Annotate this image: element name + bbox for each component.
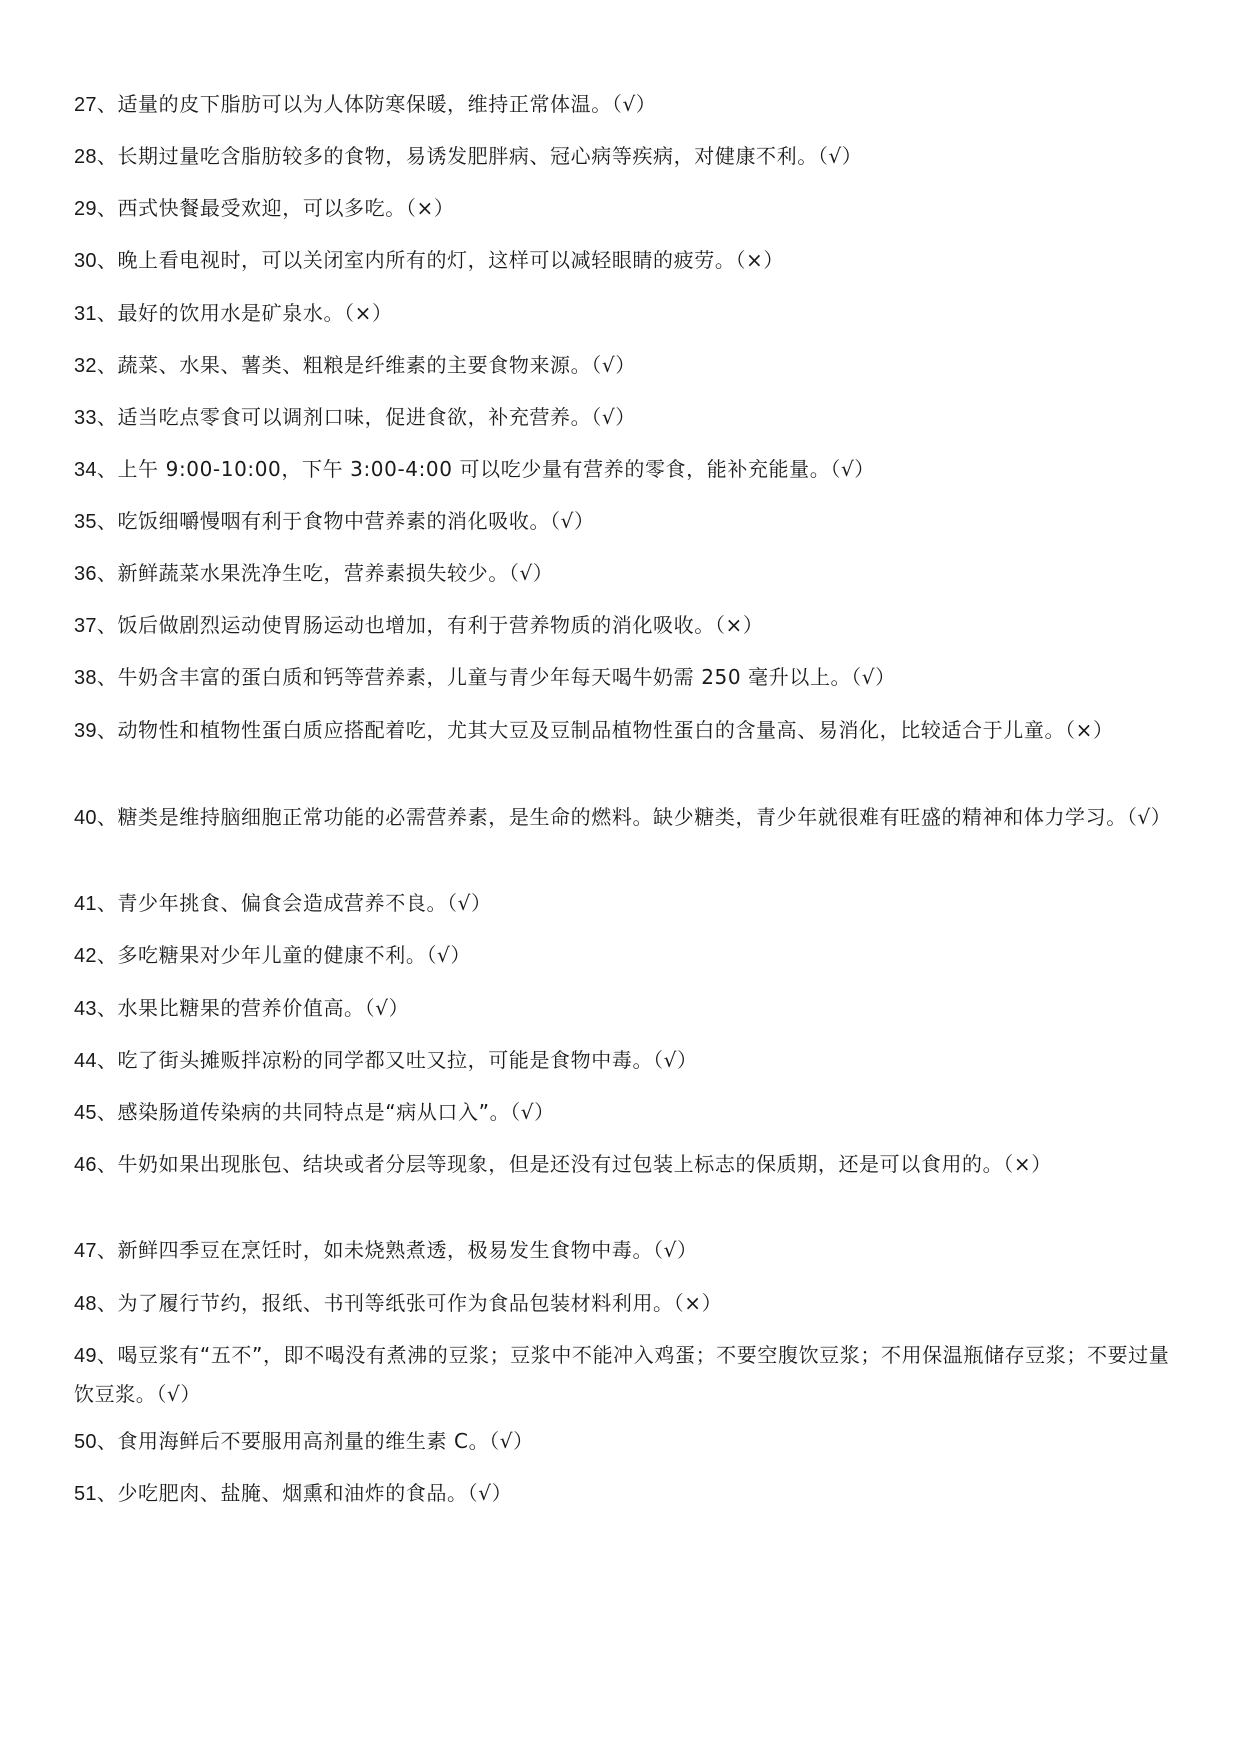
item-number: 38 — [74, 667, 97, 689]
list-item — [74, 189, 1174, 228]
item-number: 29 — [74, 198, 97, 220]
item-text: 、喝豆浆有“五不”，即不喝没有煮沸的豆浆；豆浆中不能冲入鸡蛋；不要空腹饮豆浆；不用保温瓶储存豆浆；不要过量饮豆浆。（√） — [74, 1343, 1170, 1406]
item-number: 44 — [74, 1050, 97, 1072]
list-item — [74, 1474, 1174, 1513]
item-number: 47 — [74, 1240, 97, 1262]
item-text: 、牛奶如果出现胀包、结块或者分层等现象，但是还没有过包装上标志的保质期，还是可以食用的。（×） — [96, 1152, 1052, 1176]
item-number: 41 — [74, 893, 97, 915]
item-number: 36 — [74, 563, 97, 585]
item-text: 、牛奶含丰富的蛋白质和钙等营养素，儿童与青少年每天喝牛奶需 250 毫升以上。（√） — [96, 665, 896, 689]
item-number: 27 — [74, 94, 97, 116]
item-text: 、长期过量吃含脂肪较多的食物，易诱发肥胖病、冠心病等疾病，对健康不利。（√） — [96, 144, 863, 168]
item-text: 、糖类是维持脑细胞正常功能的必需营养素，是生命的燃料。缺少糖类，青少年就很难有旺盛的精神和体力学习。（√） — [96, 805, 1172, 829]
item-text: 、适当吃点零食可以调剂口味，促进食欲，补充营养。（√） — [96, 405, 636, 429]
list-item — [74, 1041, 1174, 1080]
item-number: 49 — [74, 1345, 97, 1367]
item-text: 、吃饭细嚼慢咽有利于食物中营养素的消化吸收。（√） — [96, 509, 595, 533]
item-number: 39 — [74, 720, 97, 742]
list-item — [74, 450, 1174, 489]
item-number: 37 — [74, 615, 97, 637]
list-item — [74, 606, 1174, 645]
item-number: 48 — [74, 1293, 97, 1315]
item-number: 51 — [74, 1483, 97, 1505]
item-number: 28 — [74, 146, 97, 168]
item-text: 、感染肠道传染病的共同特点是“病从口入”。（√） — [96, 1100, 555, 1124]
item-text: 、蔬菜、水果、薯类、粗粮是纤维素的主要食物来源。（√） — [96, 353, 636, 377]
list-item — [74, 398, 1174, 437]
list-item — [74, 554, 1174, 593]
list-item — [74, 1093, 1174, 1132]
item-text: 、青少年挑食、偏食会造成营养不良。（√） — [96, 891, 492, 915]
list-item — [74, 989, 1174, 1028]
item-number: 46 — [74, 1154, 97, 1176]
list-item — [74, 936, 1174, 975]
list-item — [74, 1336, 1174, 1413]
item-text: 、西式快餐最受欢迎，可以多吃。（×） — [96, 196, 455, 220]
item-number: 42 — [74, 945, 97, 967]
item-text: 、适量的皮下脂肪可以为人体防寒保暖，维持正常体温。（√） — [96, 92, 657, 116]
item-text: 、上午 9:00-10:00，下午 3:00-4:00 可以吃少量有营养的零食，能补充能量。（√） — [96, 457, 875, 481]
list-item — [74, 711, 1174, 750]
list-item — [74, 294, 1174, 333]
list-item — [74, 798, 1174, 837]
item-number: 50 — [74, 1431, 97, 1453]
item-text: 、饭后做剧烈运动使胃肠运动也增加，有利于营养物质的消化吸收。（×） — [96, 613, 764, 637]
item-number: 33 — [74, 407, 97, 429]
item-text: 、动物性和植物性蛋白质应搭配着吃，尤其大豆及豆制品植物性蛋白的含量高、易消化，比较适合于儿童。（×） — [96, 718, 1114, 742]
list-item — [74, 1231, 1174, 1270]
list-item — [74, 502, 1174, 541]
item-number: 32 — [74, 355, 97, 377]
item-text: 、最好的饮用水是矿泉水。（×） — [96, 301, 393, 325]
list-item — [74, 137, 1174, 176]
list-item — [74, 85, 1174, 124]
list-item — [74, 1284, 1174, 1323]
item-text: 、多吃糖果对少年儿童的健康不利。（√） — [96, 943, 472, 967]
item-text: 、为了履行节约，报纸、书刊等纸张可作为食品包装材料利用。（×） — [96, 1291, 723, 1315]
list-item — [74, 1145, 1174, 1184]
item-number: 31 — [74, 303, 97, 325]
item-text: 、水果比糖果的营养价值高。（√） — [96, 996, 410, 1020]
list-item — [74, 1422, 1174, 1461]
list-item — [74, 658, 1174, 697]
item-text: 、新鲜蔬菜水果洗净生吃，营养素损失较少。（√） — [96, 561, 554, 585]
item-number: 40 — [74, 807, 97, 829]
item-number: 43 — [74, 998, 97, 1020]
list-item — [74, 884, 1174, 923]
item-number: 45 — [74, 1102, 97, 1124]
item-text: 、新鲜四季豆在烹饪时，如未烧熟煮透，极易发生食物中毒。（√） — [96, 1238, 698, 1262]
item-number: 35 — [74, 511, 97, 533]
list-item — [74, 346, 1174, 385]
list-item — [74, 241, 1174, 280]
item-text: 、少吃肥肉、盐腌、烟熏和油炸的食品。（√） — [96, 1481, 513, 1505]
item-number: 34 — [74, 459, 97, 481]
item-text: 、晚上看电视时，可以关闭室内所有的灯，这样可以减轻眼睛的疲劳。（×） — [96, 248, 785, 272]
item-number: 30 — [74, 250, 97, 272]
item-text: 、食用海鲜后不要服用高剂量的维生素 C。（√） — [96, 1429, 534, 1453]
item-text: 、吃了街头摊贩拌凉粉的同学都又吐又拉，可能是食物中毒。（√） — [96, 1048, 698, 1072]
